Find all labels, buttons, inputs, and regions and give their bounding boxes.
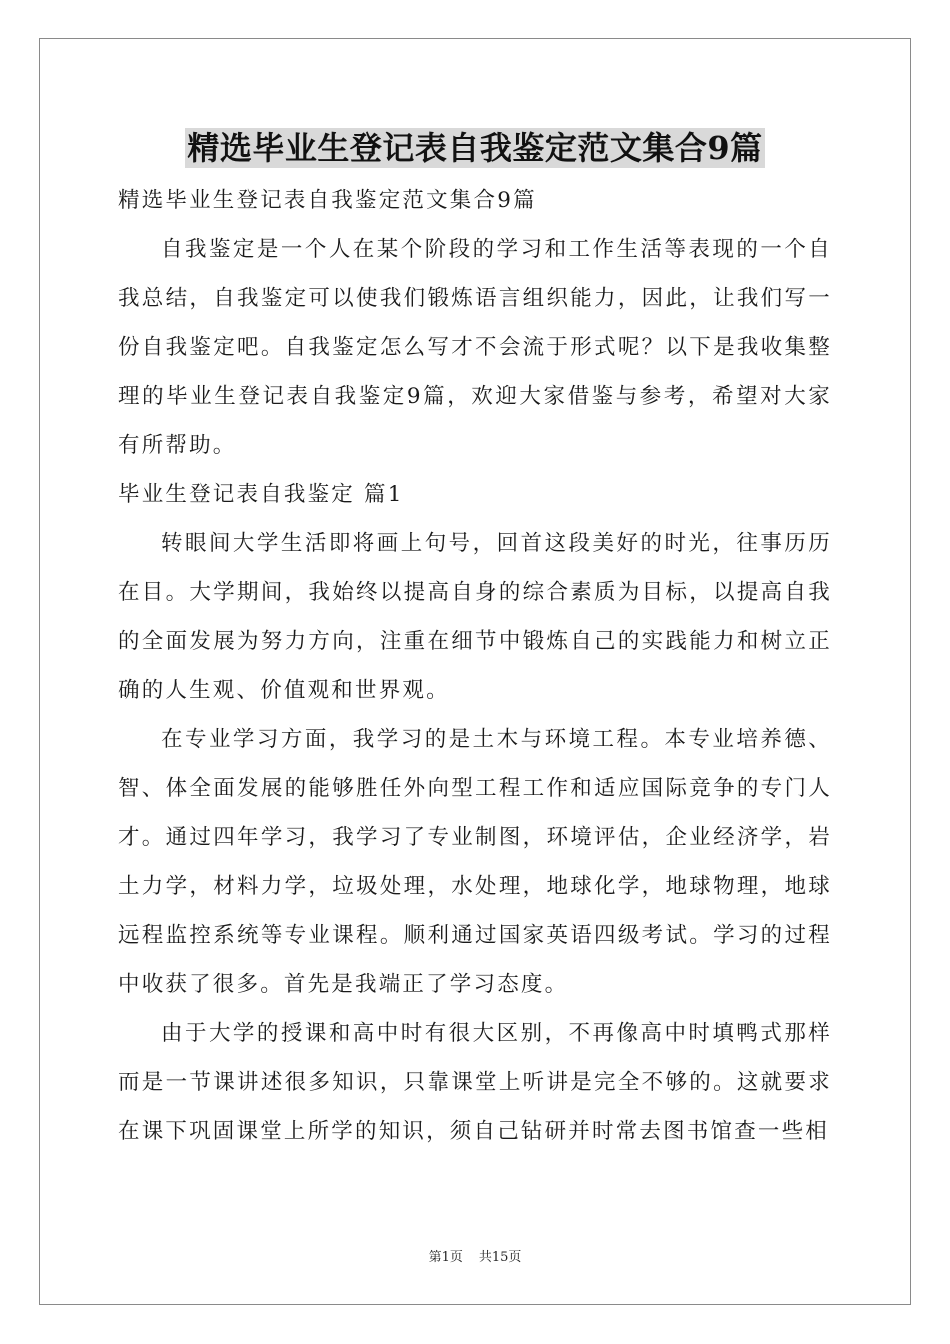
document-title: 精选毕业生登记表自我鉴定范文集合9篇 xyxy=(187,129,763,167)
title-container xyxy=(0,128,950,168)
section-heading: 毕业生登记表自我鉴定 篇1 xyxy=(118,482,404,507)
document-body xyxy=(118,176,832,1156)
page-total: 共15页 xyxy=(478,1250,522,1265)
body-paragraph: 转眼间大学生活即将画上句号，回首这段美好的时光，往事历历在目。大学期间，我始终以提高自身的综合素质为目标，以提高自我的全面发展为努力方向，注重在细节中锻炼自己的实践能力和树立正确的人生观、价值观和世界观。 xyxy=(118,531,832,703)
page-number: 第1页 xyxy=(428,1250,463,1265)
subtitle-line: 精选毕业生登记表自我鉴定范文集合9篇 xyxy=(118,188,537,213)
page-footer xyxy=(0,1246,950,1265)
body-paragraph: 在专业学习方面，我学习的是土木与环境工程。本专业培养德、智、体全面发展的能够胜任外向型工程工作和适应国际竞争的专门人才。通过四年学习，我学习了专业制图，环境评估，企业经济学，岩土力学，材料力学，垃圾处理，水处理，地球化学，地球物理，地球远程监控系统等专业课程。顺利通过国家英语四级考试。学习的过程中收获了很多。首先是我端正了学习态度。 xyxy=(118,727,832,997)
body-paragraph: 由于大学的授课和高中时有很大区别，不再像高中时填鸭式那样而是一节课讲述很多知识，只靠课堂上听讲是完全不够的。这就要求在课下巩固课堂上所学的知识，须自己钻研并时常去图书馆查一些相 xyxy=(118,1021,832,1144)
intro-paragraph: 自我鉴定是一个人在某个阶段的学习和工作生活等表现的一个自我总结，自我鉴定可以使我们锻炼语言组织能力，因此，让我们写一份自我鉴定吧。自我鉴定怎么写才不会流于形式呢？以下是我收集整理的毕业生登记表自我鉴定9篇，欢迎大家借鉴与参考，希望对大家有所帮助。 xyxy=(118,237,832,458)
